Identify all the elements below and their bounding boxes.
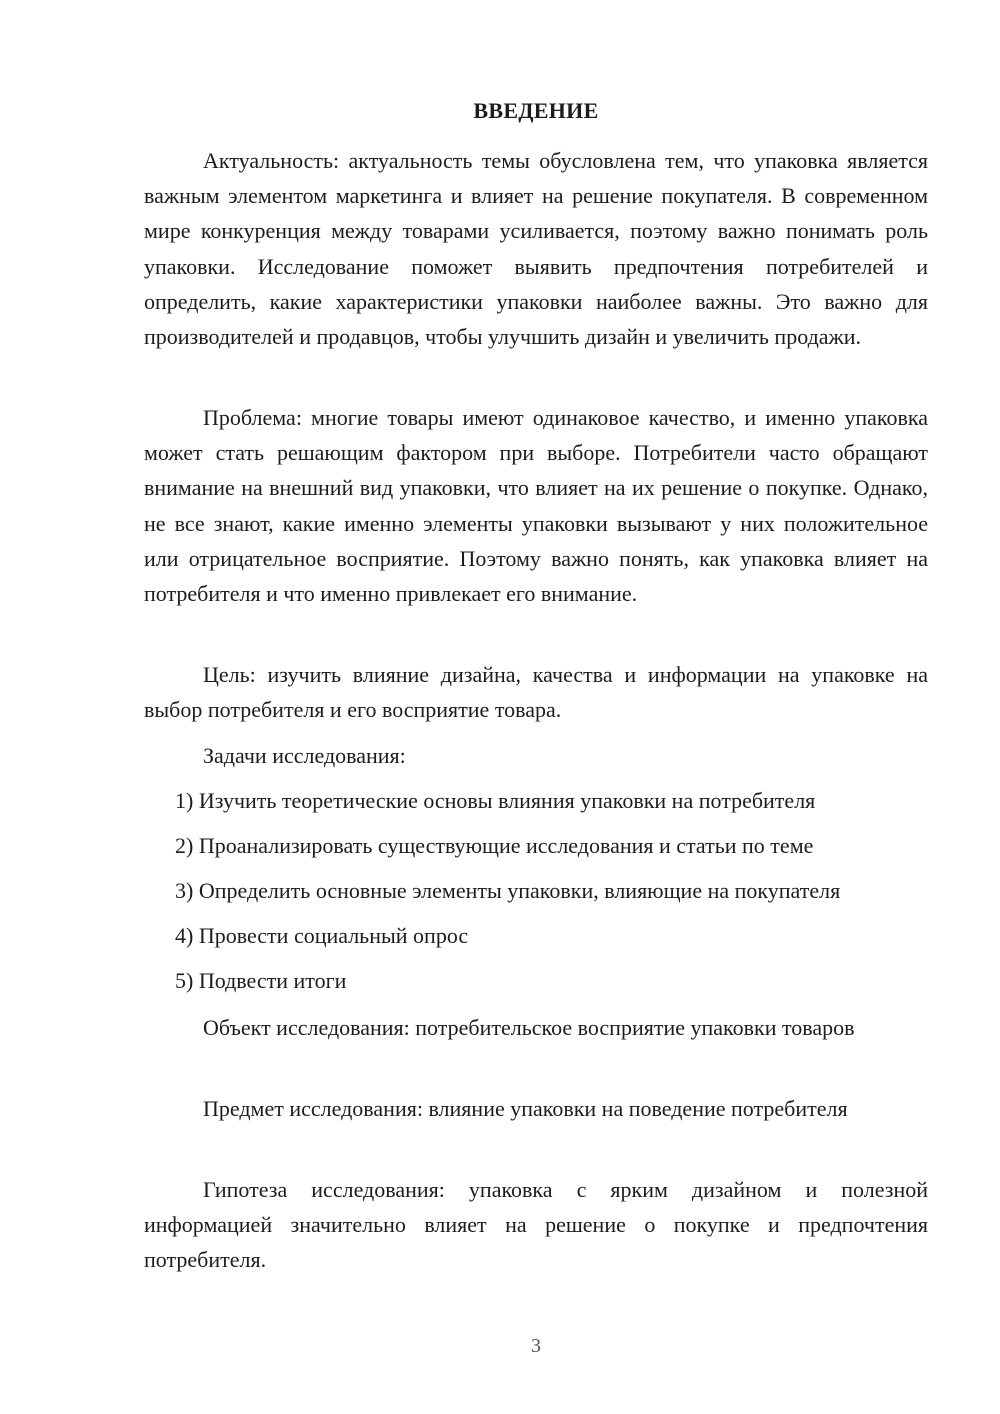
list-item: 2) Проанализировать существующие исследования и статьи по теме [175,833,814,858]
list-item: 5) Подвести итоги [175,968,347,993]
list-item: 3) Определить основные элементы упаковки, влияющие на покупателя [175,878,841,903]
list-item: 4) Провести социальный опрос [175,923,469,948]
object-paragraph: Объект исследования: потребительское восприятие упаковки товаров [203,1015,855,1040]
list-item: 1) Изучить теоретические основы влияния упаковки на потребителя [175,788,816,813]
tasks-title: Задачи исследования: [203,743,406,768]
relevance-paragraph: Актуальность: актуальность темы обусловлена тем, что упаковка является важным элементом маркетинга и влияет на решение покупателя. В современном мире конкуренция между товарами усиливается, поэтому важно понимать роль упаковки. Исследование поможет выявить предпочтения потребителей и определить, какие характеристики упаковки наиболее важны. Это важно для производителей и продавцов, чтобы улучшить дизайн и увеличить продажи. [144,148,928,350]
problem-paragraph: Проблема: многие товары имеют одинаковое качество, и именно упаковка может стать решающим фактором при выборе. Потребители часто обращают внимание на внешний вид упаковки, что влияет на их решение о покупке. Однако, не все знают, какие именно элементы упаковки вызывают у них положительное или отрицательное восприятие. Поэтому важно понять, как упаковка влияет на потребителя и что именно привлекает его внимание. [144,405,928,607]
section-heading: ВВЕДЕНИЕ [473,98,599,123]
subject-paragraph: Предмет исследования: влияние упаковки на поведение потребителя [203,1096,848,1121]
goal-paragraph: Цель: изучить влияние дизайна, качества и информации на упаковке на выбор потребителя и его восприятие товара. [144,662,928,723]
hypothesis-paragraph: Гипотеза исследования: упаковка с ярким дизайном и полезной информацией значительно влияет на решение о покупке и предпочтения потребителя. [144,1177,928,1273]
page-number: 3 [531,1335,541,1357]
